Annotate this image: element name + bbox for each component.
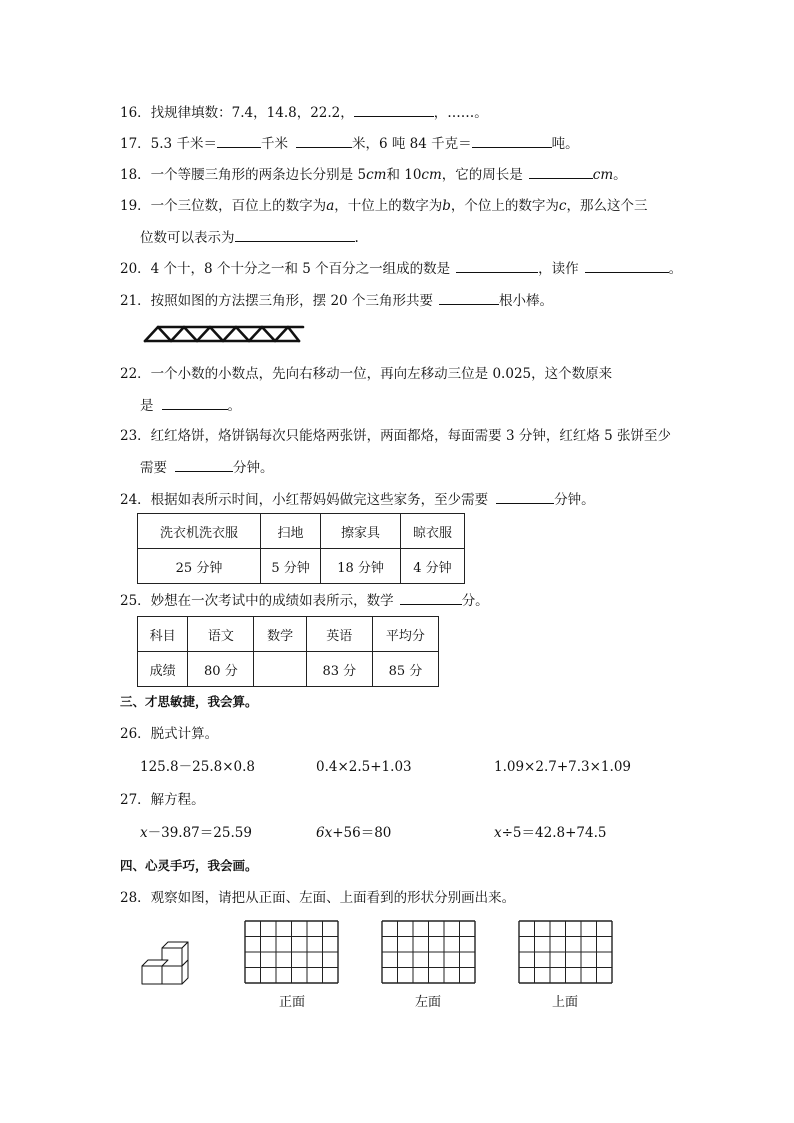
answer-blank[interactable] [296, 134, 352, 148]
table-cell [254, 652, 306, 687]
variable-a: a [326, 198, 335, 214]
calc-item: 1.09×2.7+7.3×1.09 [494, 759, 631, 775]
question-20 [120, 259, 682, 278]
question-24 [120, 490, 595, 509]
question-18 [120, 165, 627, 184]
q23-text: 需要 [140, 460, 167, 476]
q24-text-b: 分钟。 [554, 492, 595, 508]
triangle-sticks-figure [142, 324, 306, 344]
equation [316, 824, 391, 842]
question-19-line-1 [120, 197, 647, 215]
question-23-line-1 [120, 427, 671, 445]
q19-text: ，个位上的数字为 [450, 198, 559, 214]
q18-text-c: ，它的周长是 [441, 167, 523, 183]
table-header-cell: 洗衣机洗衣服 [138, 514, 261, 549]
table-header-cell: 数学 [254, 617, 306, 652]
table-cell: 25 分钟 [138, 549, 261, 584]
coefficient: 6 [316, 825, 325, 841]
q22-text: 22．一个小数的小数点，先向右移动一位，再向左移动三位是 0.025，这个数原来 [120, 366, 613, 382]
question-26-title: 26．脱式计算。 [120, 726, 219, 742]
section-heading: 三、才思敏捷，我会算。 [120, 694, 258, 709]
table-row [138, 652, 439, 687]
table-header-cell: 擦家具 [321, 514, 401, 549]
equation-rest: +56＝80 [332, 825, 392, 841]
q21-text-b: 根小棒。 [498, 293, 553, 309]
q23-end: 分钟。 [233, 460, 274, 476]
left-view-label: 左面 [415, 995, 442, 1010]
table-cell: 83 分 [306, 652, 372, 687]
left-view-grid[interactable] [381, 920, 477, 984]
answer-blank[interactable] [162, 396, 228, 410]
front-view-label: 正面 [279, 995, 306, 1010]
question-17 [120, 134, 579, 153]
table-header-cell: 语文 [188, 617, 254, 652]
q18-text-d: 。 [613, 167, 627, 183]
equation-rest: －39.87＝25.59 [147, 825, 252, 841]
unit-cm: cm [366, 167, 387, 183]
q16-prefix: 16．找规律填数：7.4，14.8，22.2， [120, 105, 354, 121]
question-23-line-2 [140, 458, 274, 477]
q16-suffix: ，……。 [433, 105, 488, 121]
answer-blank[interactable] [175, 458, 233, 472]
table-row [138, 514, 465, 549]
q19-text: 位数可以表示为 [140, 230, 235, 246]
q17-text-c: 米，6 吨 84 千克＝ [351, 136, 472, 152]
section-heading: 四、心灵手巧，我会画。 [120, 858, 258, 873]
answer-blank[interactable] [496, 490, 554, 504]
q24-text-a: 24．根据如表所示时间，小红帮妈妈做完这些家务，至少需要 [120, 492, 489, 508]
q20-text-c: 。 [668, 261, 683, 277]
table-cell: 80 分 [188, 652, 254, 687]
table-cell: 5 分钟 [261, 549, 321, 584]
q19-text: ，十位上的数字为 [334, 198, 443, 214]
q20-text-a: 20．4 个十，8 个十分之一和 5 个百分之一组成的数是 [120, 261, 451, 277]
answer-blank[interactable] [472, 134, 552, 148]
question-21 [120, 291, 553, 310]
q19-text: 19．一个三位数，百位上的数字为 [120, 198, 327, 214]
q22-end: 。 [227, 398, 241, 414]
question-25 [120, 591, 489, 610]
variable-x: x [324, 825, 333, 841]
table-header-cell: 晾衣服 [400, 514, 464, 549]
table-cell: 成绩 [138, 652, 188, 687]
q18-text-b: 和 10 [386, 167, 422, 183]
q25-text-b: 分。 [461, 593, 489, 609]
question-22-line-1 [120, 365, 612, 383]
answer-blank[interactable] [235, 228, 355, 242]
answer-blank[interactable] [217, 134, 261, 148]
variable-c: c [558, 198, 567, 214]
answer-blank[interactable] [456, 259, 538, 273]
q22-text: 是 [140, 398, 154, 414]
table-header-cell: 科目 [138, 617, 188, 652]
table-header-cell: 英语 [306, 617, 372, 652]
q23-text: 23．红红烙饼，烙饼锅每次只能烙两张饼，两面都烙，每面需要 3 分钟，红红烙 5 张饼至少 [120, 428, 672, 444]
variable-b: b [442, 198, 451, 214]
calc-item: 0.4×2.5+1.03 [316, 759, 412, 775]
calc-item: 125.8－25.8×0.8 [140, 759, 255, 775]
table-cell: 18 分钟 [321, 549, 401, 584]
q20-text-b: ，读作 [538, 261, 579, 277]
q19-text: ，那么这个三 [566, 198, 648, 214]
table-cell: 4 分钟 [400, 549, 464, 584]
table-row [138, 549, 465, 584]
cube-stack-figure [138, 938, 194, 992]
answer-blank[interactable] [439, 291, 499, 305]
exam-scores-table [137, 616, 439, 687]
answer-blank[interactable] [400, 591, 462, 605]
answer-blank[interactable] [529, 165, 593, 179]
equation [140, 824, 252, 842]
question-27-title: 27．解方程。 [120, 792, 205, 808]
question-16 [120, 103, 488, 122]
q19-end: . [354, 230, 359, 246]
q17-text-a: 17．5.3 千米＝ [120, 136, 217, 152]
equation [494, 824, 606, 842]
q17-text-b: 千米 [260, 136, 288, 152]
q18-text-a: 18．一个等腰三角形的两条边长分别是 5 [120, 167, 367, 183]
variable-x: x [140, 825, 148, 841]
top-view-label: 上面 [552, 995, 579, 1010]
variable-x: x [494, 825, 502, 841]
question-22-line-2 [140, 396, 241, 415]
question-28-title: 28．观察如图，请把从正面、左面、上面看到的形状分别画出来。 [120, 890, 516, 906]
equation-rest: ÷5＝42.8+74.5 [501, 825, 607, 841]
unit-cm: cm [421, 167, 442, 183]
unit-cm: cm [592, 167, 614, 183]
question-19-line-2 [140, 228, 359, 247]
top-view-grid[interactable] [518, 920, 614, 984]
chores-time-table [137, 513, 465, 584]
answer-blank[interactable] [354, 103, 434, 117]
table-cell: 85 分 [372, 652, 438, 687]
table-row [138, 617, 439, 652]
front-view-grid[interactable] [244, 920, 340, 984]
table-header-cell: 扫地 [261, 514, 321, 549]
q25-text-a: 25．妙想在一次考试中的成绩如表所示，数学 [120, 593, 394, 609]
table-header-cell: 平均分 [372, 617, 438, 652]
q17-text-d: 吨。 [551, 136, 579, 152]
answer-blank[interactable] [585, 259, 669, 273]
q21-text-a: 21．按照如图的方法摆三角形，摆 20 个三角形共要 [120, 293, 433, 309]
